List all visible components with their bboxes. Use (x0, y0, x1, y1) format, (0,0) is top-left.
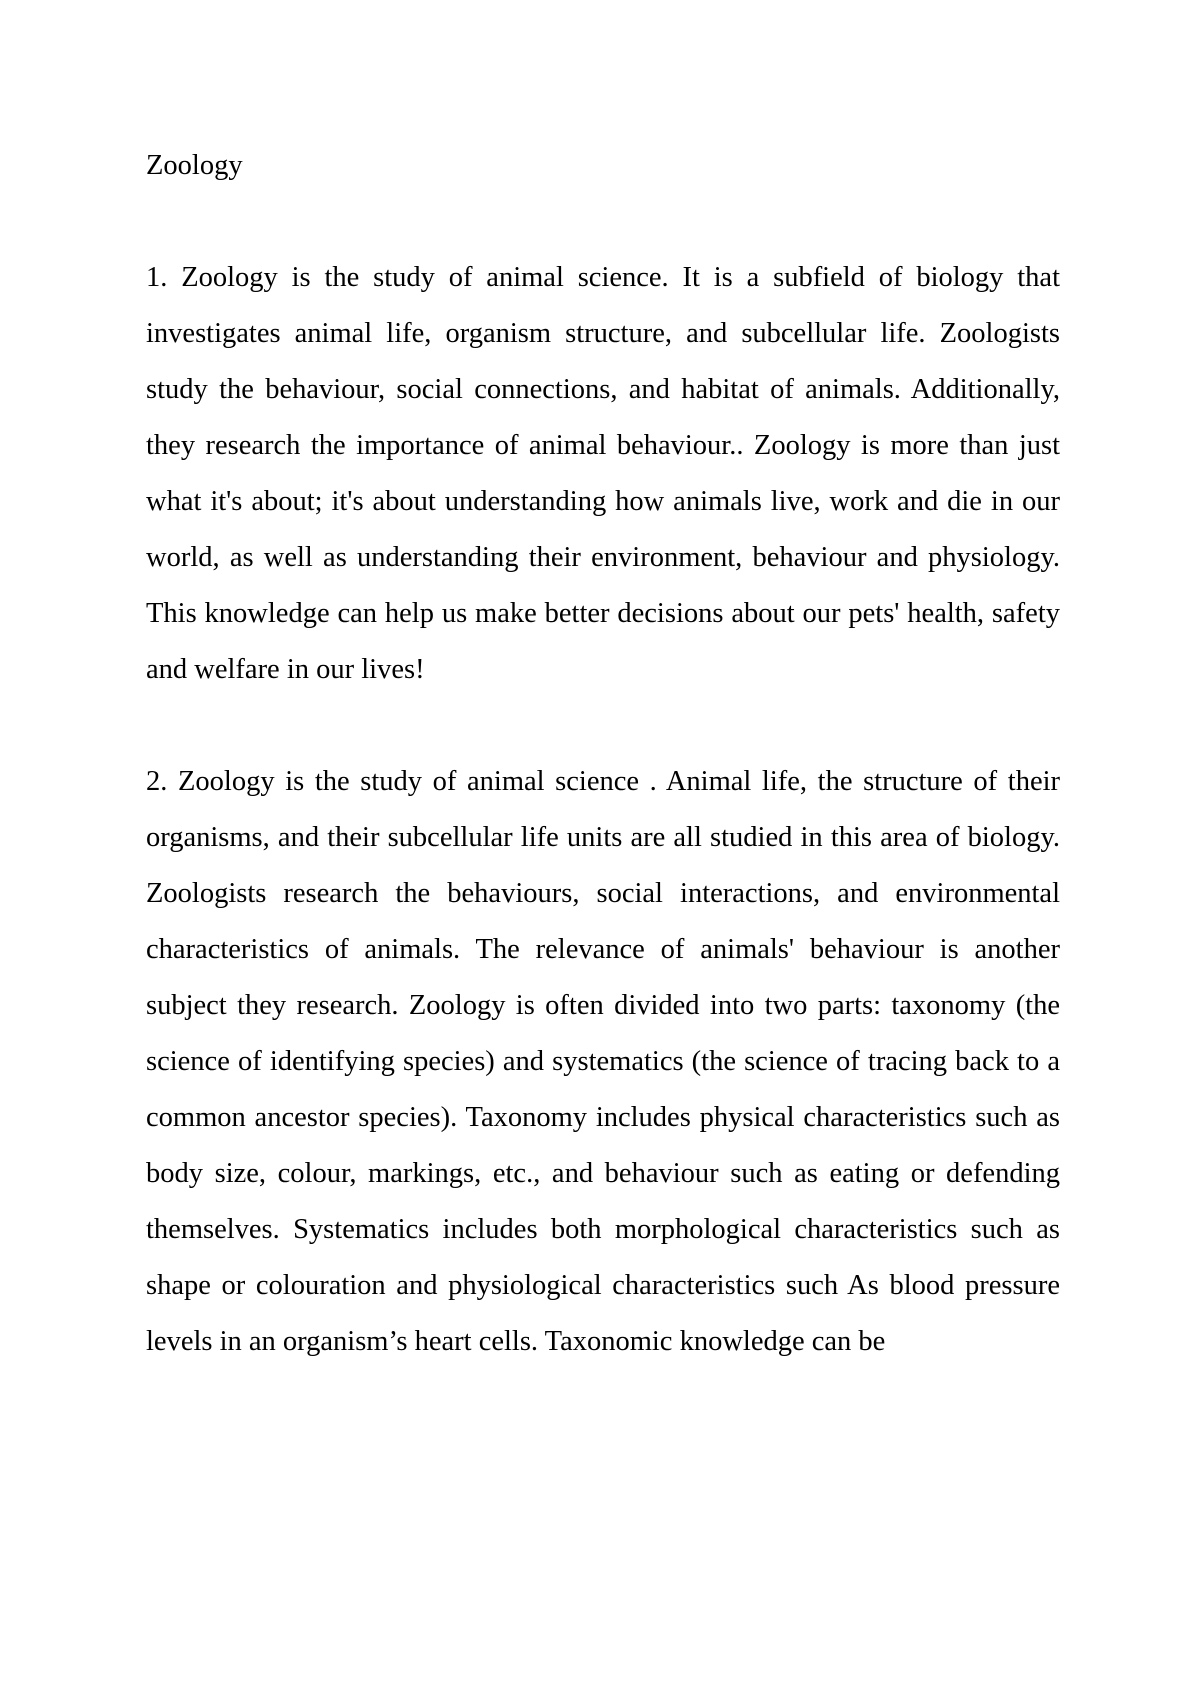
paragraph-1: 1. Zoology is the study of animal science. It is a subfield of biology that investigates animal life, organism structure, and subcellular life. Zoologists study the behaviour, social connections, and habitat of animals. Additionally, they research the importance of animal behaviour.. Zoology is more than just what it's about; it's about understanding how animals live, work and die in our world, as well as understanding their environment, behaviour and physiology. This knowledge can help us make better decisions about our pets' health, safety and welfare in our lives! (146, 262, 1060, 685)
document-title: Zoology (146, 150, 243, 181)
title-spacer (146, 194, 1060, 250)
paragraph-gap (146, 698, 1060, 754)
paragraph-2: 2. Zoology is the study of animal science . Animal life, the structure of their organisms, and their subcellular life units are all studied in this area of biology. Zoologists research the behaviours, social interactions, and environmental characteristics of animals. The relevance of animals' behaviour is another subject they research. Zoology is often divided into two parts: taxonomy (the science of identifying species) and systematics (the science of tracing back to a common ancestor species). Taxonomy includes physical characteristics such as body size, colour, markings, etc., and behaviour such as eating or defending themselves. Systematics includes both morphological characteristics such as shape or colouration and physiological characteristics such As blood pressure levels in an organism’s heart cells. Taxonomic knowledge can be (146, 766, 1060, 1357)
document-body (146, 138, 1060, 1370)
